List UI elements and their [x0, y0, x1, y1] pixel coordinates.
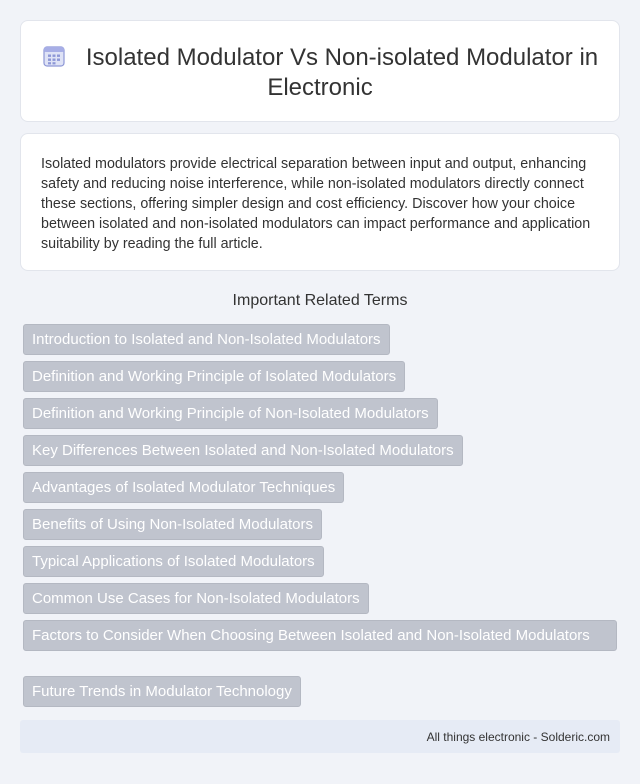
related-term-link[interactable]: Definition and Working Principle of Isolated Modulators — [23, 361, 405, 392]
related-term-link[interactable]: Typical Applications of Isolated Modulators — [23, 546, 324, 577]
page-title: Isolated Modulator Vs Non-isolated Modulator in Electronic — [85, 44, 599, 101]
footer — [20, 720, 620, 753]
related-term-link[interactable]: Benefits of Using Non-Isolated Modulators — [23, 509, 322, 540]
summary-text: Isolated modulators provide electrical separation between input and output, enhancing safety and reducing noise interference, while non-isolated modulators directly connect these sections, offering simpler design and cost efficiency. Discover how your choice between isolated and non-isolated modulators can impact performance and application suitability by reading the full article. — [41, 156, 591, 252]
related-term-link[interactable]: Advantages of Isolated Modulator Techniques — [23, 472, 344, 503]
footer-text: All things electronic - Solderic.com — [426, 730, 610, 744]
header-card — [20, 20, 620, 122]
related-term-link[interactable]: Definition and Working Principle of Non-Isolated Modulators — [23, 398, 438, 429]
summary-card — [20, 133, 620, 271]
related-term-link[interactable]: Introduction to Isolated and Non-Isolated Modulators — [23, 324, 390, 355]
related-term-link[interactable]: Common Use Cases for Non-Isolated Modulators — [23, 583, 369, 614]
related-term-link[interactable]: Factors to Consider When Choosing Between Isolated and Non-Isolated Modulators — [23, 620, 617, 651]
related-term-link[interactable]: Key Differences Between Isolated and Non-Isolated Modulators — [23, 435, 463, 466]
related-terms-heading: Important Related Terms — [232, 292, 408, 309]
page-title-wrap — [21, 43, 619, 103]
related-term-link[interactable]: Future Trends in Modulator Technology — [23, 676, 301, 707]
calendar-icon — [42, 44, 66, 68]
